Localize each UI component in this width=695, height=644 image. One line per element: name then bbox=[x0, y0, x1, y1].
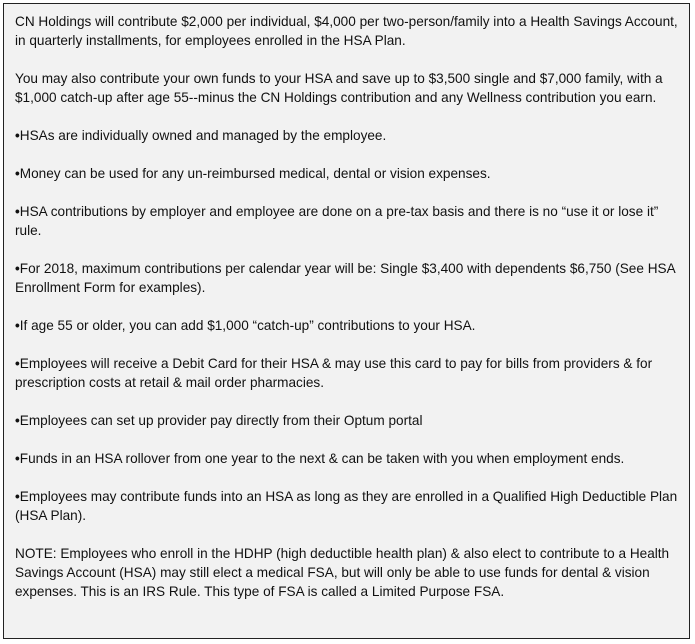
bullet-marker: • bbox=[15, 204, 20, 219]
bullet-item bbox=[15, 487, 679, 525]
bullet-text: Funds in an HSA rollover from one year to the next & can be taken with you when employment ends. bbox=[19, 451, 625, 466]
bullet-text: HSA contributions by employer and employee are done on a pre-tax basis and there is no “use it or lose it” rule. bbox=[15, 204, 659, 238]
own-funds-paragraph: You may also contribute your own funds to your HSA and save up to $3,500 single and $7,000 family, with a $1,000 catch-up after age 55--minus the CN Holdings contribution and any Wellness contribution you earn. bbox=[15, 71, 663, 105]
bullet-item bbox=[15, 449, 679, 468]
hsa-info-box bbox=[3, 3, 690, 639]
bullet-text: Money can be used for any un-reimbursed medical, dental or vision expenses. bbox=[19, 166, 491, 181]
bullet-item bbox=[15, 126, 679, 145]
bullet-item bbox=[15, 259, 679, 297]
bullet-text: Employees will receive a Debit Card for their HSA & may use this card to pay for bills from providers & for prescription costs at retail & mail order pharmacies. bbox=[15, 356, 653, 390]
bullet-text: If age 55 or older, you can add $1,000 “catch-up” contributions to your HSA. bbox=[19, 318, 476, 333]
bullet-text: Employees may contribute funds into an HSA as long as they are enrolled in a Qualified High Deductible Plan (HSA Plan). bbox=[15, 489, 678, 523]
intro-paragraph: CN Holdings will contribute $2,000 per individual, $4,000 per two-person/family into a Health Savings Account, in quarterly installments, for employees enrolled in the HSA Plan. bbox=[15, 14, 678, 48]
bullet-marker: • bbox=[15, 318, 20, 333]
note-paragraph: NOTE: Employees who enroll in the HDHP (high deductible health plan) & also elect to contribute to a Health Savings Account (HSA) may still elect a medical FSA, but will only be able to use funds for dental & vision expenses. This is an IRS Rule. This type of FSA is called a Limited Purpose FSA. bbox=[15, 546, 670, 599]
bullet-item bbox=[15, 354, 679, 392]
bullet-marker: • bbox=[15, 356, 20, 371]
bullet-marker: • bbox=[15, 489, 20, 504]
bullet-item bbox=[15, 164, 679, 183]
bullet-text: For 2018, maximum contributions per calendar year will be: Single $3,400 with dependents $6,750 (See HSA Enrollment Form for examples). bbox=[15, 261, 675, 295]
bullet-item bbox=[15, 411, 679, 430]
bullet-item bbox=[15, 316, 679, 335]
bullet-marker: • bbox=[15, 128, 20, 143]
bullet-marker: • bbox=[15, 261, 20, 276]
bullet-text: HSAs are individually owned and managed by the employee. bbox=[19, 128, 387, 143]
bullet-marker: • bbox=[15, 166, 20, 181]
bullet-text: Employees can set up provider pay directly from their Optum portal bbox=[19, 413, 423, 428]
bullet-marker: • bbox=[15, 413, 20, 428]
bullet-marker: • bbox=[15, 451, 20, 466]
bullet-item bbox=[15, 202, 679, 240]
